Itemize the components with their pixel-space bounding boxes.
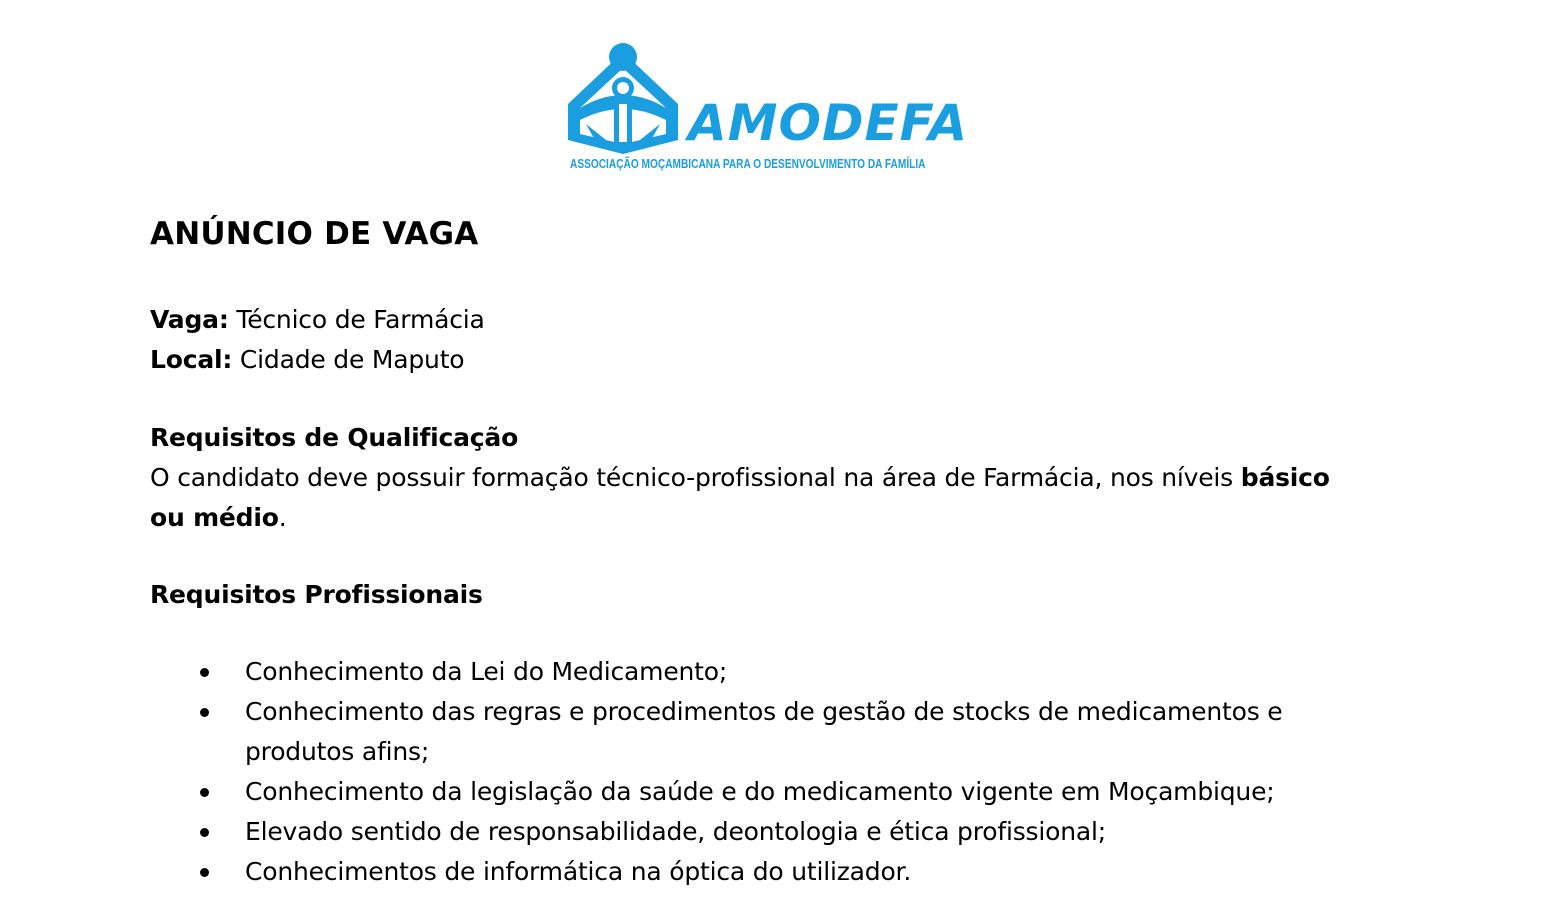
list-item — [150, 692, 1305, 772]
list-item-text: Elevado sentido de responsabilidade, deontologia e ética profissional; — [245, 817, 1106, 846]
logo-wordmark: AMODEFA — [688, 94, 969, 152]
list-item — [150, 772, 1305, 812]
logo-tagline: ASSOCIAÇÃO MOÇAMBICANA PARA O DESENVOLVIMENTO DA FAMÍLIA — [570, 156, 926, 171]
list-item-text: Conhecimentos de informática na óptica do utilizador. — [245, 857, 912, 886]
professional-requirements-list — [150, 652, 1390, 892]
list-item — [150, 812, 1305, 852]
bullet-icon — [200, 868, 209, 877]
list-item — [150, 852, 1305, 892]
professional-heading: Requisitos Profissionais — [150, 580, 483, 609]
bullet-icon — [200, 668, 209, 677]
local-label: Local: — [150, 345, 233, 374]
list-item — [150, 652, 1305, 692]
bullet-icon — [200, 788, 209, 797]
list-item-text: Conhecimento da legislação da saúde e do medicamento vigente em Moçambique; — [245, 777, 1275, 806]
qualification-text: O candidato deve possuir formação técnico-profissional na área de Farmácia, nos níveis — [150, 463, 1241, 492]
page-title: ANÚNCIO DE VAGA — [150, 216, 479, 252]
local-value: Cidade de Maputo — [232, 345, 465, 374]
list-item-text: Conhecimento da Lei do Medicamento; — [245, 657, 728, 686]
local-line — [150, 340, 464, 380]
qualification-levels: básico ou médio — [150, 463, 1330, 532]
qualification-paragraph — [150, 458, 1370, 538]
vaga-line — [150, 300, 485, 340]
qualification-period: . — [278, 503, 287, 532]
bullet-icon — [200, 708, 209, 717]
amodefa-logo — [566, 42, 978, 176]
qualification-heading: Requisitos de Qualificação — [150, 423, 519, 452]
list-item-text: Conhecimento das regras e procedimentos de gestão de stocks de medicamentos e produtos afins; — [245, 697, 1283, 766]
vaga-label: Vaga: — [150, 305, 229, 334]
bullet-icon — [200, 828, 209, 837]
vaga-value: Técnico de Farmácia — [228, 305, 485, 334]
